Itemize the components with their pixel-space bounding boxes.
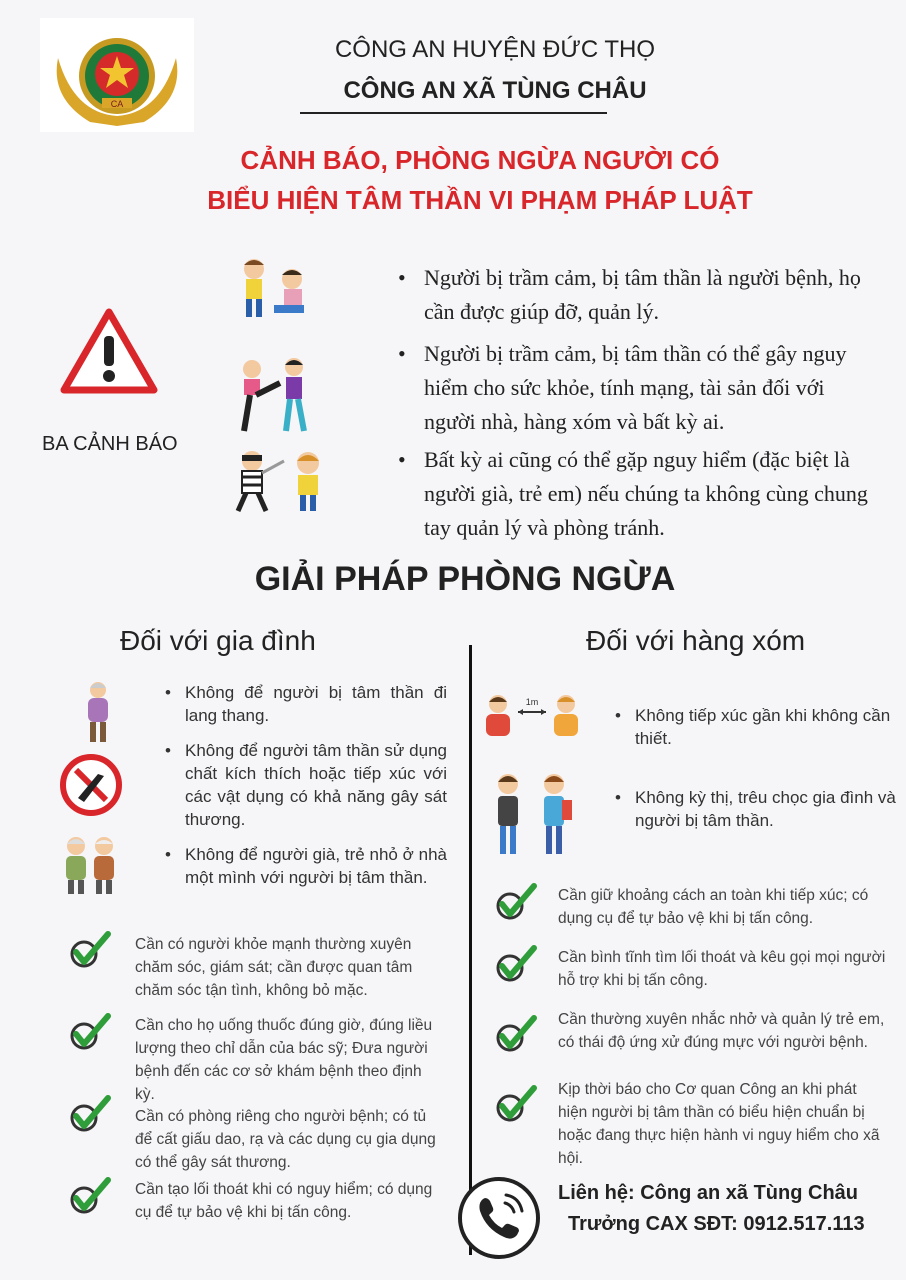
org-line-2: CÔNG AN XÃ TÙNG CHÂU bbox=[343, 77, 647, 104]
main-title-line-1: CẢNH BÁO, PHÒNG NGỪA NGƯỜI CÓ bbox=[240, 145, 720, 175]
main-title-line-2: BIỂU HIỆN TÂM THẦN VI PHẠM PHÁP LUẬT bbox=[207, 185, 753, 215]
org-line-1: CÔNG AN HUYỆN ĐỨC THỌ bbox=[334, 36, 656, 63]
neighbor-bullet-text: Không tiếp xúc gần khi không cần thiết. bbox=[635, 706, 891, 748]
bullet-marker: • bbox=[398, 265, 406, 290]
neighbor-bullet-item bbox=[615, 786, 905, 832]
warning-triangle-icon bbox=[60, 308, 158, 399]
police-emblem-icon bbox=[40, 18, 194, 132]
neighbor-check-text: Cần thường xuyên nhắc nhở và quản lý trẻ em, có thái độ ứng xử đúng mực với người bệnh. bbox=[558, 1011, 885, 1051]
warning-item-text: Người bị trầm cảm, bị tâm thần là người bệnh, họ cần được giúp đỡ, quản lý. bbox=[424, 265, 861, 324]
bullet-marker: • bbox=[615, 706, 621, 725]
bullet-marker: • bbox=[165, 741, 171, 760]
family-check-text: Cần có người khỏe mạnh thường xuyên chăm sóc, giám sát; cần được quan tâm chăm sóc tận tình, không bỏ mặc. bbox=[135, 936, 413, 999]
check-icon bbox=[494, 1084, 538, 1129]
neighbor-check-text: Kịp thời báo cho Cơ quan Công an khi phát hiện người bị tâm thần có biểu hiện chuẩn bị hoặc đang thực hiện hành vi nguy hiểm cho xã hội. bbox=[558, 1081, 880, 1167]
elderly-wandering-illustration bbox=[76, 680, 120, 749]
children-fighting-illustration bbox=[236, 255, 316, 328]
social-distance-illustration bbox=[484, 690, 580, 743]
contact-line-1: Liên hệ: Công an xã Tùng Châu bbox=[558, 1182, 858, 1204]
family-bullet-text: Không để người già, trẻ nhỏ ở nhà một mình với người bị tâm thần. bbox=[185, 845, 447, 887]
warning-item bbox=[398, 261, 878, 329]
family-check-text: Cần cho họ uống thuốc đúng giờ, đúng liều lượng theo chỉ dẫn của bác sỹ; Đưa người bệnh đến các cơ sở khám bệnh theo định kỳ. bbox=[135, 1017, 433, 1103]
svg-text:1m: 1m bbox=[525, 697, 539, 707]
family-bullet-item bbox=[165, 681, 447, 727]
elderly-couple-illustration bbox=[58, 834, 124, 901]
bullet-marker: • bbox=[165, 683, 171, 702]
neighbor-bullet-text: Không kỳ thị, trêu chọc gia đình và người bị tâm thần. bbox=[635, 788, 896, 830]
solutions-title: GIẢI PHÁP PHÒNG NGỪA bbox=[254, 560, 676, 598]
bullet-marker: • bbox=[398, 447, 406, 472]
check-icon bbox=[68, 930, 112, 975]
check-icon bbox=[494, 882, 538, 927]
svg-text:CA: CA bbox=[110, 99, 124, 109]
police-emblem-logo bbox=[40, 18, 194, 132]
column-divider bbox=[469, 645, 472, 1255]
family-check-text: Cần có phòng riêng cho người bệnh; có tủ để cất giấu dao, rạ và các dụng cụ gia dụng có thể gây sát thương. bbox=[135, 1108, 436, 1171]
phone-icon bbox=[456, 1175, 542, 1266]
warning-item bbox=[398, 443, 878, 545]
teasing-children-illustration bbox=[488, 770, 578, 863]
bullet-marker: • bbox=[398, 341, 406, 366]
family-bullet-item bbox=[165, 843, 447, 889]
check-icon bbox=[494, 1014, 538, 1059]
check-icon bbox=[68, 1094, 112, 1139]
check-icon bbox=[494, 944, 538, 989]
no-knife-icon bbox=[58, 752, 124, 823]
kicking-person-illustration bbox=[236, 355, 316, 438]
family-heading: Đối với gia đình bbox=[120, 625, 316, 656]
neighbor-bullet-item bbox=[615, 704, 905, 750]
robber-threat-illustration bbox=[232, 447, 326, 518]
bullet-marker: • bbox=[615, 788, 621, 807]
warning-item bbox=[398, 337, 878, 439]
bullet-marker: • bbox=[165, 845, 171, 864]
warning-label: BA CẢNH BÁO bbox=[42, 433, 178, 455]
warning-item-text: Người bị trầm cảm, bị tâm thần có thể gây nguy hiểm cho sức khỏe, tính mạng, tài sản đối với người nhà, hàng xóm và bất kỳ ai. bbox=[424, 341, 847, 434]
check-icon bbox=[68, 1176, 112, 1221]
family-bullet-item bbox=[165, 739, 447, 831]
neighbors-heading: Đối với hàng xóm bbox=[586, 625, 806, 656]
contact-phone-line: Trưởng CAX SĐT: 0912.517.113 bbox=[568, 1213, 865, 1235]
warning-item-text: Bất kỳ ai cũng có thể gặp nguy hiểm (đặc biệt là người già, trẻ em) nếu chúng ta không cùng chung tay quản lý và phòng tránh. bbox=[424, 447, 868, 540]
neighbor-check-text: Cần bình tĩnh tìm lối thoát và kêu gọi mọi người hỗ trợ khi bị tấn công. bbox=[558, 949, 886, 989]
family-bullet-text: Không để người bị tâm thần đi lang thang. bbox=[185, 683, 447, 725]
check-icon bbox=[68, 1012, 112, 1057]
header-underline bbox=[300, 112, 607, 114]
neighbor-check-text: Cần giữ khoảng cách an toàn khi tiếp xúc; có dụng cụ để tự bảo vệ khi bị tấn công. bbox=[558, 887, 869, 927]
family-check-text: Cần tạo lối thoát khi có nguy hiểm; có dụng cụ để tự bảo vệ khi bị tấn công. bbox=[135, 1181, 433, 1221]
family-bullet-text: Không để người tâm thần sử dụng chất kích thích hoặc tiếp xúc với các vật dụng có khả năng gây sát thương. bbox=[185, 741, 447, 829]
